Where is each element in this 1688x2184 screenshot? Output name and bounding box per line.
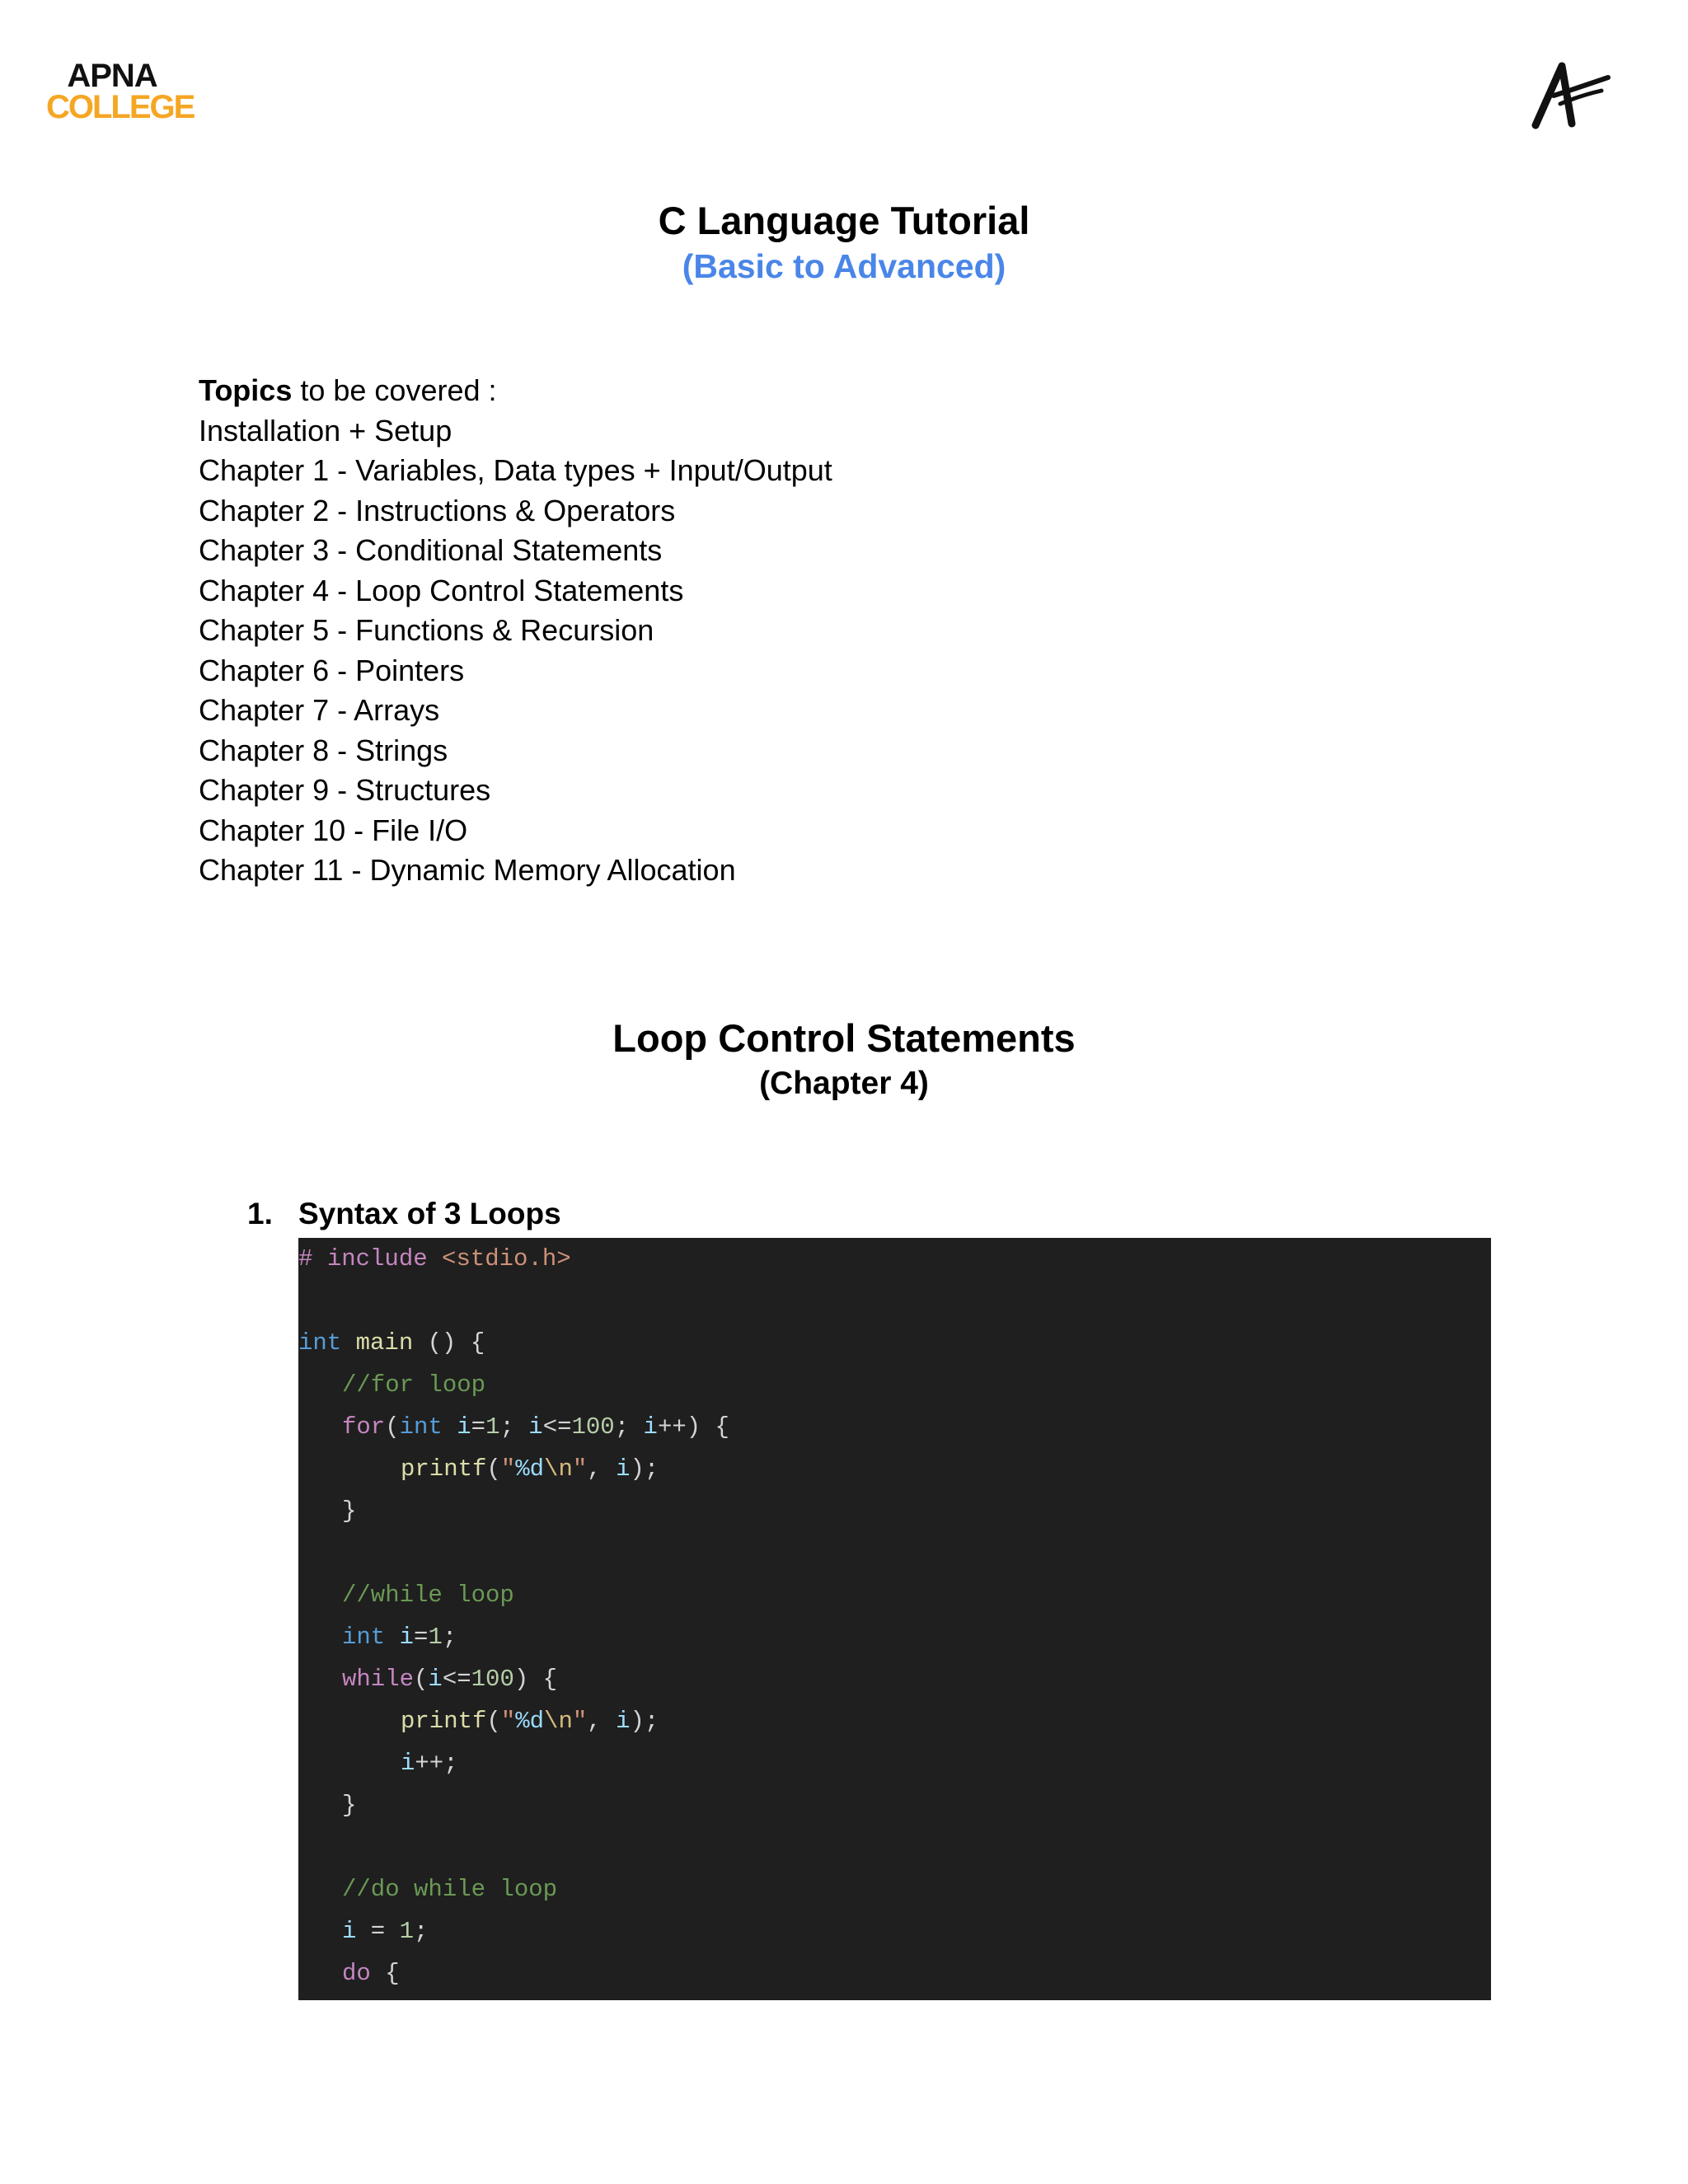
code-token: i bbox=[399, 1624, 415, 1651]
code-line bbox=[298, 1238, 571, 1280]
code-token: ( bbox=[486, 1455, 501, 1483]
code-token: ) { bbox=[686, 1413, 729, 1441]
code-token: ; bbox=[414, 1918, 429, 1945]
code-token: while bbox=[342, 1666, 415, 1693]
code-token: i bbox=[342, 1918, 357, 1945]
code-token: } bbox=[342, 1792, 357, 1819]
code-token: ) { bbox=[513, 1666, 558, 1693]
code-token: () { bbox=[413, 1329, 485, 1357]
topics-heading-rest: to be covered : bbox=[292, 373, 497, 407]
logo-line-apna: APNA bbox=[67, 58, 157, 94]
code-token: ); bbox=[630, 1455, 659, 1483]
code-token: %d bbox=[515, 1455, 545, 1483]
code-token: i bbox=[616, 1455, 631, 1483]
code-token: i bbox=[457, 1413, 471, 1441]
code-token: i bbox=[616, 1708, 631, 1735]
code-token: <= bbox=[542, 1413, 572, 1441]
code-token: printf bbox=[401, 1455, 487, 1483]
code-line bbox=[298, 1322, 485, 1364]
code-token: ( bbox=[414, 1666, 429, 1693]
topic-item: Chapter 4 - Loop Control Statements bbox=[199, 573, 684, 607]
code-token: ; bbox=[499, 1413, 514, 1441]
code-token: { bbox=[370, 1960, 400, 1987]
code-token: ++ bbox=[657, 1413, 687, 1441]
code-comment: //for loop bbox=[342, 1371, 486, 1399]
code-token: " bbox=[572, 1455, 588, 1483]
code-line bbox=[342, 1364, 485, 1406]
code-line bbox=[342, 1784, 356, 1826]
code-token: 100 bbox=[571, 1413, 615, 1441]
code-token: " bbox=[500, 1455, 516, 1483]
code-comment: //while loop bbox=[342, 1582, 514, 1609]
code-comment: //do while loop bbox=[342, 1876, 558, 1903]
code-token: <stdio.h> bbox=[442, 1245, 571, 1272]
code-token: \n bbox=[544, 1708, 573, 1735]
code-token: \n bbox=[544, 1455, 573, 1483]
code-line bbox=[342, 1910, 428, 1952]
code-line bbox=[342, 1490, 356, 1532]
code-block bbox=[298, 1238, 1491, 2000]
topic-item: Chapter 11 - Dynamic Memory Allocation bbox=[199, 853, 736, 887]
code-token: include bbox=[326, 1245, 428, 1272]
chapter-subtitle: (Chapter 4) bbox=[759, 1066, 929, 1101]
topic-item: Chapter 2 - Instructions & Operators bbox=[199, 493, 676, 527]
code-token: 100 bbox=[471, 1666, 514, 1693]
code-token: 1 bbox=[485, 1413, 500, 1441]
code-token: int bbox=[399, 1413, 443, 1441]
code-line bbox=[342, 1406, 729, 1448]
topic-item: Chapter 6 - Pointers bbox=[199, 653, 465, 687]
code-token: = bbox=[471, 1413, 486, 1441]
apna-college-logo bbox=[46, 58, 195, 125]
code-token: do bbox=[342, 1960, 371, 1987]
page-title: C Language Tutorial bbox=[658, 199, 1030, 242]
topic-item: Chapter 9 - Structures bbox=[199, 773, 491, 807]
code-token: " bbox=[500, 1708, 516, 1735]
code-line bbox=[342, 1658, 557, 1700]
code-token: i bbox=[528, 1413, 543, 1441]
code-line bbox=[342, 1574, 514, 1616]
code-token: ); bbox=[630, 1708, 659, 1735]
code-token: 1 bbox=[399, 1918, 415, 1945]
code-token: i bbox=[428, 1666, 443, 1693]
section-title: Syntax of 3 Loops bbox=[298, 1197, 561, 1230]
topic-item: Chapter 10 - File I/O bbox=[199, 813, 468, 847]
chapter-title: Loop Control Statements bbox=[612, 1016, 1076, 1060]
code-token: " bbox=[572, 1708, 588, 1735]
code-token: ; bbox=[442, 1624, 457, 1651]
code-line bbox=[401, 1448, 659, 1490]
code-token: ( bbox=[486, 1708, 501, 1735]
code-token: for bbox=[342, 1413, 386, 1441]
topic-item: Chapter 3 - Conditional Statements bbox=[199, 533, 663, 567]
code-token: main bbox=[355, 1329, 414, 1357]
code-token: ++ bbox=[415, 1750, 444, 1777]
code-token: = bbox=[356, 1918, 400, 1945]
code-token: i bbox=[643, 1413, 658, 1441]
code-token: %d bbox=[515, 1708, 545, 1735]
code-token: i bbox=[401, 1750, 415, 1777]
topic-item: Chapter 1 - Variables, Data types + Input/Output bbox=[199, 453, 832, 487]
topics-list bbox=[199, 371, 832, 891]
code-token: ( bbox=[385, 1413, 400, 1441]
code-token: # bbox=[298, 1245, 313, 1272]
code-token: , bbox=[587, 1708, 617, 1735]
logo-line-college: COLLEGE bbox=[46, 89, 195, 125]
topic-item: Installation + Setup bbox=[199, 413, 452, 448]
code-token: <= bbox=[442, 1666, 471, 1693]
code-token: ; bbox=[614, 1413, 630, 1441]
code-token: int bbox=[298, 1329, 342, 1357]
code-token: } bbox=[342, 1497, 357, 1525]
topic-item: Chapter 7 - Arrays bbox=[199, 693, 440, 727]
code-token: int bbox=[342, 1624, 386, 1651]
code-token: 1 bbox=[428, 1624, 443, 1651]
section-number: 1. bbox=[247, 1197, 273, 1230]
code-token: printf bbox=[401, 1708, 487, 1735]
code-line bbox=[401, 1700, 659, 1742]
signature-a-icon bbox=[1529, 58, 1611, 132]
topics-heading bbox=[199, 371, 832, 411]
code-line bbox=[342, 1616, 457, 1658]
code-token: , bbox=[587, 1455, 617, 1483]
topic-item: Chapter 5 - Functions & Recursion bbox=[199, 613, 654, 647]
code-token: = bbox=[414, 1624, 429, 1651]
code-line bbox=[401, 1742, 458, 1784]
code-token: ; bbox=[443, 1750, 458, 1777]
code-line bbox=[342, 1868, 557, 1910]
code-line bbox=[342, 1952, 400, 1994]
topic-item: Chapter 8 - Strings bbox=[199, 733, 448, 767]
page-subtitle: (Basic to Advanced) bbox=[682, 247, 1006, 285]
topics-heading-bold: Topics bbox=[199, 373, 293, 407]
